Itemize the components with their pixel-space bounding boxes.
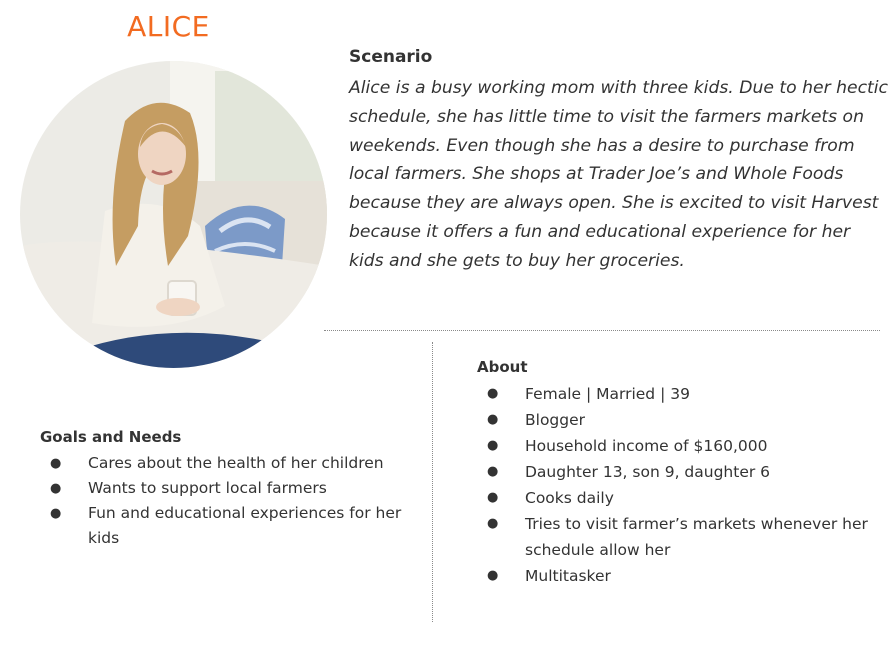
bullet-icon: ●: [50, 456, 62, 471]
about-list: [477, 381, 887, 589]
list-item: ● Multitasker: [477, 563, 887, 589]
bullet-icon: ●: [487, 412, 499, 427]
bullet-icon: ●: [50, 506, 62, 521]
goals-heading: Goals and Needs: [40, 428, 182, 446]
list-item: ● Household income of $160,000: [477, 433, 887, 459]
list-item: ● Tries to visit farmer’s markets whenever her schedule allow her: [477, 511, 887, 563]
scenario-text: Alice is a busy working mom with three kids. Due to her hectic schedule, she has little time to visit the farmers markets on weekends. Even though she has a desire to purchase from local farmers. She shops at Trader Joe’s and Whole Foods because they are always open. She is excited to visit Harvest because it offers a fun and educational experience for her kids and she gets to buy her groceries.: [349, 78, 888, 271]
bullet-icon: ●: [50, 481, 62, 496]
list-item: ● Fun and educational experiences for her kids: [40, 501, 420, 551]
about-section: [477, 356, 887, 589]
horizontal-divider: [324, 330, 880, 331]
bullet-icon: ●: [487, 516, 499, 531]
scenario-heading: Scenario: [349, 47, 433, 67]
goals-list: [40, 451, 420, 551]
vertical-divider: [432, 342, 433, 622]
list-item: ● Female | Married | 39: [477, 381, 887, 407]
about-heading: About: [477, 358, 528, 376]
list-item: ● Cares about the health of her children: [40, 451, 420, 476]
bullet-icon: ●: [487, 490, 499, 505]
bullet-icon: ●: [487, 438, 499, 453]
list-item: ● Cooks daily: [477, 485, 887, 511]
list-item: ● Wants to support local farmers: [40, 476, 420, 501]
bullet-icon: ●: [487, 464, 499, 479]
goals-section: [40, 426, 420, 551]
bullet-icon: ●: [487, 386, 499, 401]
persona-name: ALICE: [127, 10, 210, 43]
list-item: ● Daughter 13, son 9, daughter 6: [477, 459, 887, 485]
scenario-section: [349, 44, 889, 276]
list-item: ● Blogger: [477, 407, 887, 433]
bullet-icon: ●: [487, 568, 499, 583]
persona-photo-icon: [20, 61, 327, 368]
